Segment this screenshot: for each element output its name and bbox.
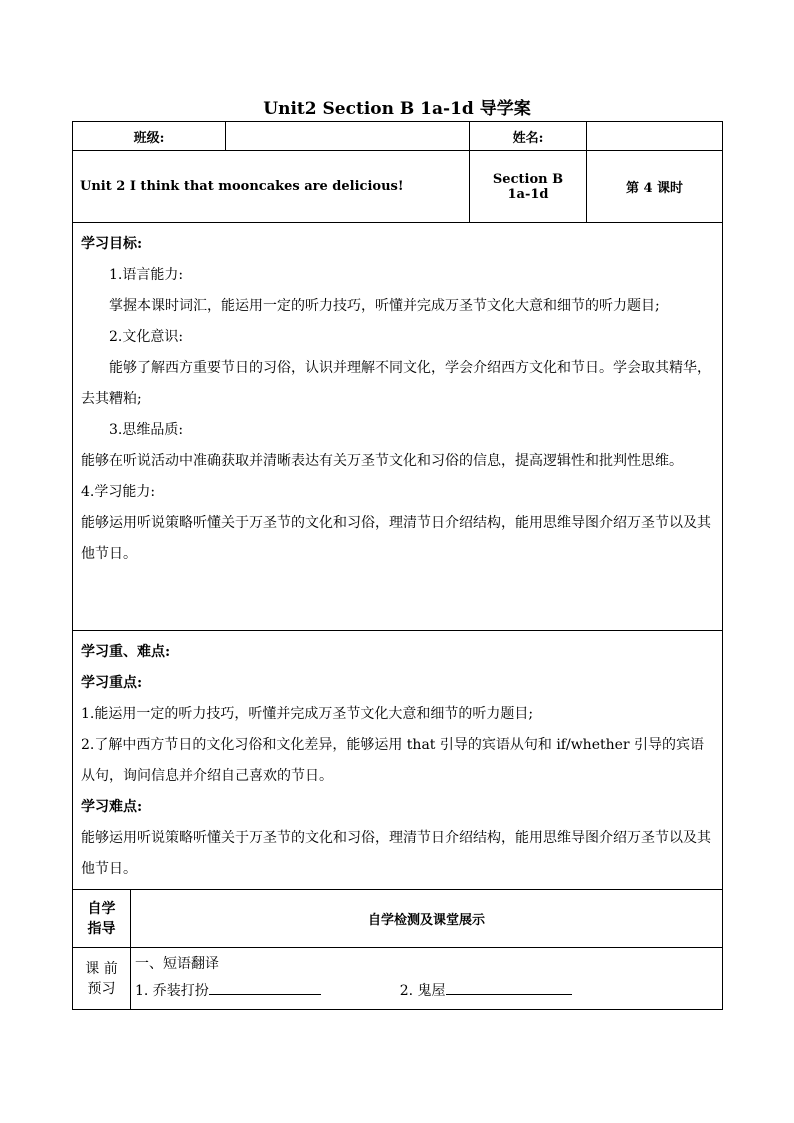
guide-label-line2: 指导 (87, 920, 116, 937)
preview-content (131, 948, 723, 1010)
focus-heading: 学习重点: (81, 675, 143, 691)
objective-1-text: 掌握本课时词汇，能运用一定的听力技巧，听懂并完成万圣节文化大意和细节的听力题目; (109, 298, 660, 314)
preview-label-line2: 预习 (87, 980, 116, 997)
objective-4-text: 能够运用听说策略听懂关于万圣节的文化和习俗，理清节日介绍结构，能用思维导图介绍万圣节以及其他节日。 (81, 515, 711, 562)
guide-label-cell (73, 890, 131, 948)
unit-title: Unit 2 I think that mooncakes are delicious! (73, 151, 470, 223)
focus-item-2: 2.了解中西方节日的文化习俗和文化差异，能够运用 that 引导的宾语从句和 if/whether 引导的宾语从句，询问信息并介绍自己喜欢的节日。 (81, 737, 705, 784)
objective-2-text: 能够了解西方重要节日的习俗，认识并理解不同文化，学会介绍西方文化和节日。学会取其精华，去其糟粕; (81, 360, 711, 407)
phrase-items (135, 978, 722, 1005)
difficulty-heading: 学习难点: (81, 799, 143, 815)
preview-label-cell (73, 948, 131, 1010)
section-range: 1a-1d (507, 186, 549, 202)
name-field[interactable] (587, 122, 723, 151)
objective-3-label: 3.思维品质: (109, 422, 184, 438)
period-cell: 第 4 课时 (587, 151, 723, 223)
phrase-1-answer-blank[interactable] (209, 980, 321, 995)
section-name: Section B (492, 171, 564, 187)
phrase-translation-title: 一、短语翻译 (135, 956, 219, 972)
unit-row (73, 151, 723, 223)
phrase-2-answer-blank[interactable] (446, 980, 572, 995)
preview-row (73, 948, 723, 1010)
keypoints-heading: 学习重、难点: (81, 644, 171, 660)
objective-2-label: 2.文化意识: (109, 329, 184, 345)
phrase-item-1: 1. 乔装打扮 (135, 983, 209, 999)
keypoints-section (73, 631, 723, 890)
class-label: 班级: (73, 122, 226, 151)
section-cell (470, 151, 587, 223)
preview-label-line1: 课 前 (85, 960, 118, 977)
study-guide-table (72, 121, 723, 1010)
keypoints-row (73, 631, 723, 890)
name-label: 姓名: (470, 122, 587, 151)
class-field[interactable] (226, 122, 470, 151)
difficulty-item-1: 能够运用听说策略听懂关于万圣节的文化和习俗，理清节日介绍结构，能用思维导图介绍万圣节以及其他节日。 (81, 830, 711, 877)
guide-row (73, 890, 723, 948)
class-name-row (73, 122, 723, 151)
objectives-section (73, 223, 723, 631)
objective-3-text: 能够在听说活动中准确获取并清晰表达有关万圣节文化和习俗的信息，提高逻辑性和批判性思维。 (81, 453, 683, 469)
guide-label-line1: 自学 (87, 900, 116, 917)
objective-4-label: 4.学习能力: (81, 484, 156, 500)
phrase-item-2: 2. 鬼屋 (399, 983, 446, 999)
objective-1-label: 1.语言能力: (109, 267, 184, 283)
guide-title: 自学检测及课堂展示 (131, 890, 723, 948)
objectives-row (73, 223, 723, 631)
objectives-heading: 学习目标: (81, 236, 143, 252)
focus-item-1: 1.能运用一定的听力技巧，听懂并完成万圣节文化大意和细节的听力题目; (81, 706, 534, 722)
page-title: Unit2 Section B 1a-1d 导学案 (263, 99, 531, 119)
